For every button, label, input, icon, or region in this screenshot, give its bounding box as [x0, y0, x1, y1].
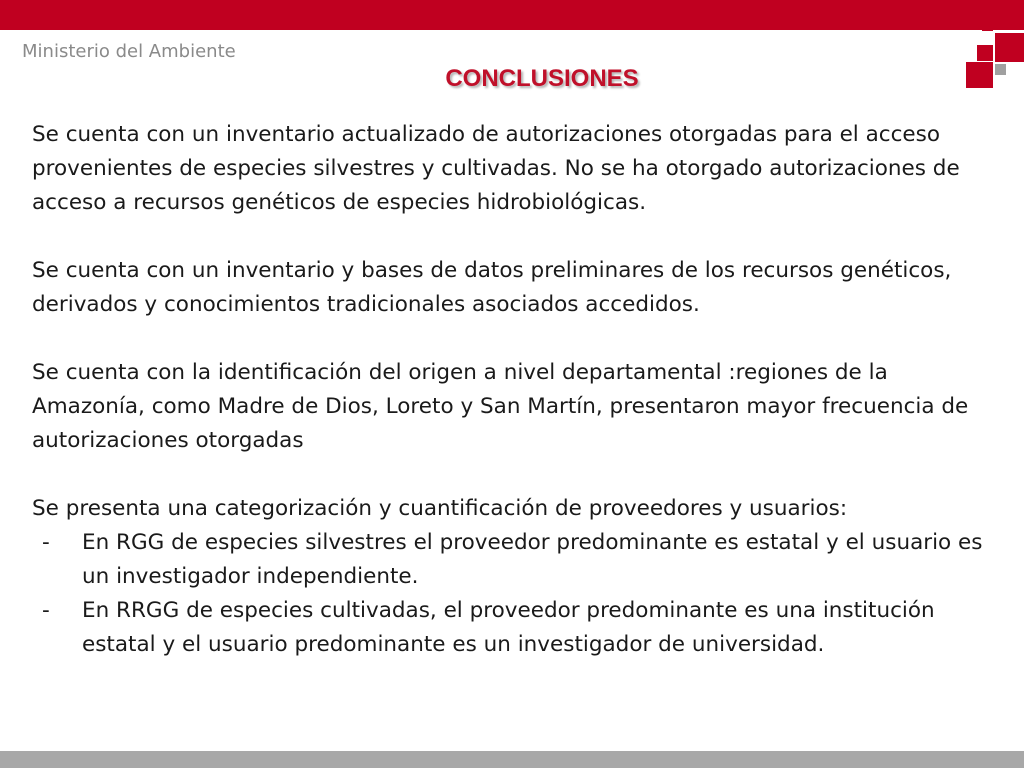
conclusion-paragraph: Se cuenta con la identificación del origen a nivel departamental :regiones de la Amazonía, como Madre de Dios, Loreto y San Martín, presentaron mayor frecuencia de autorizaciones otorgadas — [32, 360, 969, 453]
slide-title: CONCLUSIONES — [445, 65, 639, 92]
bullet-list — [32, 526, 992, 662]
ministry-name: Ministerio del Ambiente — [22, 41, 236, 62]
list-item — [32, 526, 992, 594]
bullet-marker: - — [42, 598, 50, 623]
list-item — [32, 594, 992, 662]
logo-square — [977, 45, 993, 61]
conclusion-paragraph: Se cuenta con un inventario actualizado de autorizaciones otorgadas para el acceso provenientes de especies silvestres y cultivadas. No se ha otorgado autorizaciones de acceso a recursos genéticos de especies hidrobiológicas. — [32, 122, 960, 215]
logo-square — [995, 33, 1024, 62]
top-accent-bar — [0, 0, 1024, 30]
logo-square — [982, 20, 993, 31]
bullet-text: En RRGG de especies cultivadas, el proveedor predominante es una institución estatal y el usuario predominante es un investigador de universidad. — [82, 598, 935, 657]
slide-content — [32, 118, 992, 662]
bullet-text: En RGG de especies silvestres el proveedor predominante es estatal y el usuario es un investigador independiente. — [82, 530, 983, 589]
conclusion-paragraph: Se cuenta con un inventario y bases de datos preliminares de los recursos genéticos, derivados y conocimientos tradicionales asociados accedidos. — [32, 258, 952, 317]
bottom-bar — [0, 751, 1024, 768]
conclusion-paragraph: Se presenta una categorización y cuantificación de proveedores y usuarios: — [32, 496, 848, 521]
bullet-marker: - — [42, 530, 50, 555]
